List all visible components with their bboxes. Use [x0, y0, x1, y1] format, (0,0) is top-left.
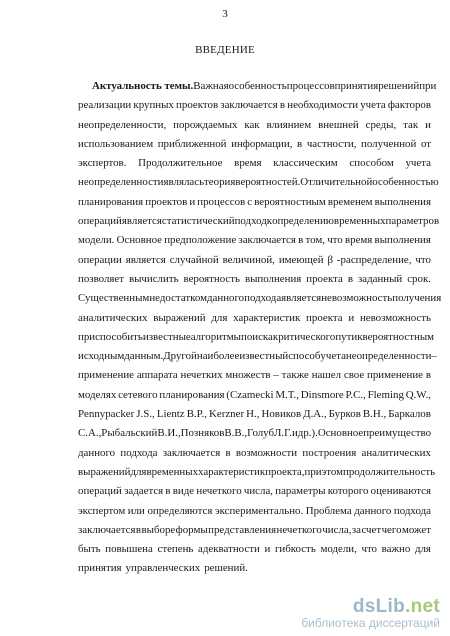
word: процессов [286, 80, 335, 92]
word: необходимости [287, 99, 359, 112]
word: экспериментально. [214, 504, 304, 517]
word: B.P., [186, 408, 207, 421]
word: приспособить [78, 330, 143, 343]
word: Dinsmore [300, 388, 344, 401]
word: нечетких [180, 369, 223, 382]
word: реализации [78, 99, 132, 112]
word: Позняков [180, 427, 225, 440]
word: невозможность [321, 292, 393, 305]
text-line [78, 424, 431, 443]
section-heading: ВВЕДЕНИЕ [195, 44, 255, 56]
text-line [78, 193, 431, 212]
text-line [78, 328, 435, 347]
word: заданный [357, 272, 403, 285]
word: экспертом [78, 504, 126, 517]
word: за [351, 523, 361, 536]
word: В.И., [157, 427, 181, 440]
word: частности, [306, 137, 357, 150]
word: решений. [204, 562, 248, 575]
word: управленческих [125, 562, 201, 575]
word: теория [204, 176, 236, 189]
word: способ [288, 350, 321, 363]
text-line [78, 347, 437, 366]
word: виде [172, 485, 195, 498]
word: адекватности [198, 543, 260, 556]
word: планирования [159, 388, 225, 401]
word: В.В., [224, 427, 248, 440]
word: P.C., [345, 388, 366, 401]
word: особенность [228, 80, 287, 92]
word: представления [208, 523, 277, 536]
word: порождаемых [173, 118, 238, 131]
word: Л.Г. [274, 427, 292, 440]
word: информации, [231, 137, 293, 150]
text-line [78, 231, 431, 250]
word: В.Н., [362, 408, 387, 421]
word: вычислить [128, 272, 179, 285]
word: определяются [147, 504, 213, 517]
word: нечеткого [196, 485, 242, 498]
word: построения [302, 446, 357, 459]
word: неопределенности [345, 350, 432, 363]
word: как [244, 118, 260, 131]
word: свое [343, 369, 365, 382]
word: процессов [197, 195, 246, 208]
word: H., [246, 408, 260, 421]
word: выполнения [374, 234, 431, 247]
word: параметры [275, 485, 326, 498]
word: определению [272, 215, 334, 228]
word: является [121, 215, 162, 228]
text-line [78, 366, 431, 385]
word: в [298, 234, 304, 247]
word: Бурков [328, 408, 361, 421]
bold-lead-in: Актуальность темы. [92, 80, 194, 92]
word: Д.А., [303, 408, 327, 421]
word: при [419, 80, 437, 92]
word: временем [327, 195, 373, 208]
text-line [78, 251, 431, 270]
text-line [78, 116, 431, 135]
word: в [347, 272, 353, 285]
word: задается [124, 485, 164, 498]
text-line [78, 289, 442, 308]
word: J.S., [136, 408, 155, 421]
word: заключается [238, 234, 296, 247]
text-line [78, 444, 431, 463]
text-line [78, 96, 431, 115]
word: и [189, 195, 196, 208]
word: особенностью [372, 176, 439, 189]
text-line [78, 559, 431, 578]
page-number: 3 [222, 8, 228, 20]
word: заключается [220, 99, 278, 112]
word: экспертов. [78, 157, 127, 170]
watermark-logo-accent: .net [405, 596, 440, 617]
word: в [225, 446, 231, 459]
text-line [78, 173, 439, 192]
word: учета [320, 350, 346, 363]
word: к [357, 330, 363, 343]
word: недостатком [149, 292, 207, 305]
word: в [165, 485, 171, 498]
word: преимущество [363, 427, 432, 440]
word: планирования [78, 195, 144, 208]
word: Fleming [367, 388, 404, 401]
word: Pennypacker [78, 408, 135, 421]
word: подход [234, 215, 267, 228]
word: – [273, 369, 279, 382]
word: этом [321, 465, 344, 478]
word: временных [146, 465, 199, 478]
text-line [78, 77, 437, 96]
word: величиной, [222, 253, 275, 266]
word: Kerzner [209, 408, 245, 421]
word: статистический [161, 215, 235, 228]
word: формы [175, 523, 208, 536]
word: случайной [169, 253, 219, 266]
word: неопределенности, [78, 118, 167, 131]
word: что [361, 543, 378, 556]
word: повышена [105, 543, 153, 556]
word: M.T., [275, 388, 300, 401]
word: др.). [297, 427, 318, 440]
word: в [297, 137, 303, 150]
word: известный [239, 350, 289, 363]
word: что [415, 253, 431, 266]
word: выражений [153, 311, 206, 324]
text-line [78, 463, 436, 482]
word: продолжительность [343, 465, 436, 478]
word: применение [78, 369, 134, 382]
word: предположение [164, 234, 237, 247]
word: Новиков [261, 408, 302, 421]
word: характеристик [233, 311, 301, 324]
text-line [78, 135, 431, 154]
word: пути [335, 330, 358, 343]
word: позволяет [78, 272, 124, 285]
word: являлась [163, 176, 205, 189]
word: важно [381, 543, 411, 556]
word: проекта [306, 311, 343, 324]
word: Lientz [156, 408, 185, 421]
word: Рыбальский [101, 427, 158, 440]
word: время [234, 157, 262, 170]
word: применение [367, 369, 423, 382]
word: крупных [133, 99, 174, 112]
word: в [135, 523, 142, 536]
word: влиянием [266, 118, 312, 131]
word: Существенным [78, 292, 150, 305]
word: степень [157, 543, 194, 556]
watermark [301, 596, 440, 630]
word: параметров [385, 215, 440, 228]
word: числа, [322, 523, 352, 536]
text-line [78, 212, 440, 231]
word: вероятностным [254, 195, 326, 208]
word: и [264, 543, 271, 556]
word: оцениваются [370, 485, 431, 498]
watermark-logo [301, 596, 440, 618]
word: выполнения [244, 272, 302, 285]
word: Голуб [247, 427, 275, 440]
word: выборе [141, 523, 176, 536]
word: также [281, 369, 309, 382]
word: Отличительной [300, 176, 373, 189]
word: исходным [78, 350, 125, 363]
word: получения [392, 292, 442, 305]
word: β [327, 253, 334, 266]
word: заключается [78, 523, 136, 536]
word: данного [354, 504, 392, 517]
word: временных [333, 215, 386, 228]
word: принятия [334, 80, 379, 92]
word: – [431, 350, 437, 363]
text-line [78, 154, 431, 173]
word: алгоритмы [190, 330, 241, 343]
word: возможности [235, 446, 298, 459]
word: так [403, 118, 419, 131]
word: Q.W., [405, 388, 431, 401]
word: Баркалов [388, 408, 431, 421]
word: сетевого [118, 388, 158, 401]
word: модели, [320, 543, 357, 556]
word: проекта [306, 272, 343, 285]
text-line [78, 405, 431, 424]
word: подхода [393, 504, 431, 517]
word: операций [78, 485, 122, 498]
word: внешней [318, 118, 359, 131]
word: Проблема [305, 504, 352, 517]
word: среды, [365, 118, 397, 131]
word: Другой [163, 350, 197, 363]
word: вероятностей. [235, 176, 301, 189]
word: использованием [78, 137, 154, 150]
word: чего [381, 523, 402, 536]
word: время [344, 234, 373, 247]
word: Важная [193, 80, 229, 92]
word: аналитических [361, 446, 431, 459]
word: данного [207, 292, 245, 305]
word: подхода [244, 292, 282, 305]
word: операций [78, 215, 122, 228]
word: выполнения [374, 195, 431, 208]
word: и [291, 427, 298, 440]
word: нечеткого [276, 523, 322, 536]
word: для [130, 465, 147, 478]
word: для [414, 543, 431, 556]
word: Основное [116, 234, 162, 247]
word: гибкость [274, 543, 316, 556]
word: классическим [273, 157, 338, 170]
word: данным. [124, 350, 164, 363]
word: полученной [361, 137, 417, 150]
word: Основное [317, 427, 364, 440]
word: счет [361, 523, 382, 536]
word: вероятностным [362, 330, 435, 343]
text-line [78, 482, 431, 501]
word: способом [349, 157, 394, 170]
word: что [327, 234, 343, 247]
word: -распределение, [336, 253, 412, 266]
word: операции [78, 253, 122, 266]
word: характеристик [198, 465, 266, 478]
word: проектов [176, 99, 219, 112]
watermark-subtitle: библиотека диссертаций [301, 616, 440, 630]
text-line [78, 309, 431, 328]
word: является [125, 253, 166, 266]
word: или [127, 504, 145, 517]
word: имеющей [278, 253, 324, 266]
word: Продолжительное [138, 157, 223, 170]
word: критического [272, 330, 336, 343]
word: заключается [162, 446, 221, 459]
word: для [211, 311, 228, 324]
word: в [279, 99, 286, 112]
word: учета [360, 99, 386, 112]
word: вероятность [183, 272, 240, 285]
word: от [420, 137, 431, 150]
word: проекта, [265, 465, 305, 478]
word: неопределенности [78, 176, 164, 189]
word: при [304, 465, 322, 478]
word: подхода [120, 446, 158, 459]
word: числа, [243, 485, 274, 498]
word: быть [78, 543, 101, 556]
word: известные [142, 330, 191, 343]
text-line [78, 386, 431, 405]
text-line [78, 540, 431, 559]
word: в [425, 369, 431, 382]
body-paragraph [78, 77, 442, 579]
word: факторов [387, 99, 431, 112]
word: принятия [78, 562, 122, 575]
word: приближенной [157, 137, 227, 150]
word: и [348, 311, 355, 324]
word: (Czamecki [226, 388, 274, 401]
watermark-logo-main: dsLib [352, 596, 406, 617]
word: нашел [311, 369, 342, 382]
text-line [78, 502, 431, 521]
word: и [425, 118, 431, 131]
word: с [247, 195, 253, 208]
word: выражений [78, 465, 131, 478]
text-line [78, 521, 431, 540]
word: множеств [225, 369, 271, 382]
word: учета [405, 157, 431, 170]
word: может [401, 523, 431, 536]
word: моделях [78, 388, 117, 401]
word: срок. [407, 272, 431, 285]
word: невозможность [359, 311, 431, 324]
word: С.А., [78, 427, 102, 440]
word: является [281, 292, 322, 305]
text-line [78, 270, 431, 289]
word: данного [78, 446, 116, 459]
word: поиска [241, 330, 273, 343]
word: аппарата [136, 369, 178, 382]
word: аналитических [78, 311, 148, 324]
word: модели. [78, 234, 115, 247]
word: наиболее [196, 350, 240, 363]
word: которого [327, 485, 369, 498]
word: проектов [145, 195, 188, 208]
word: решений [378, 80, 420, 92]
word: том, [305, 234, 325, 247]
word: к [266, 215, 273, 228]
